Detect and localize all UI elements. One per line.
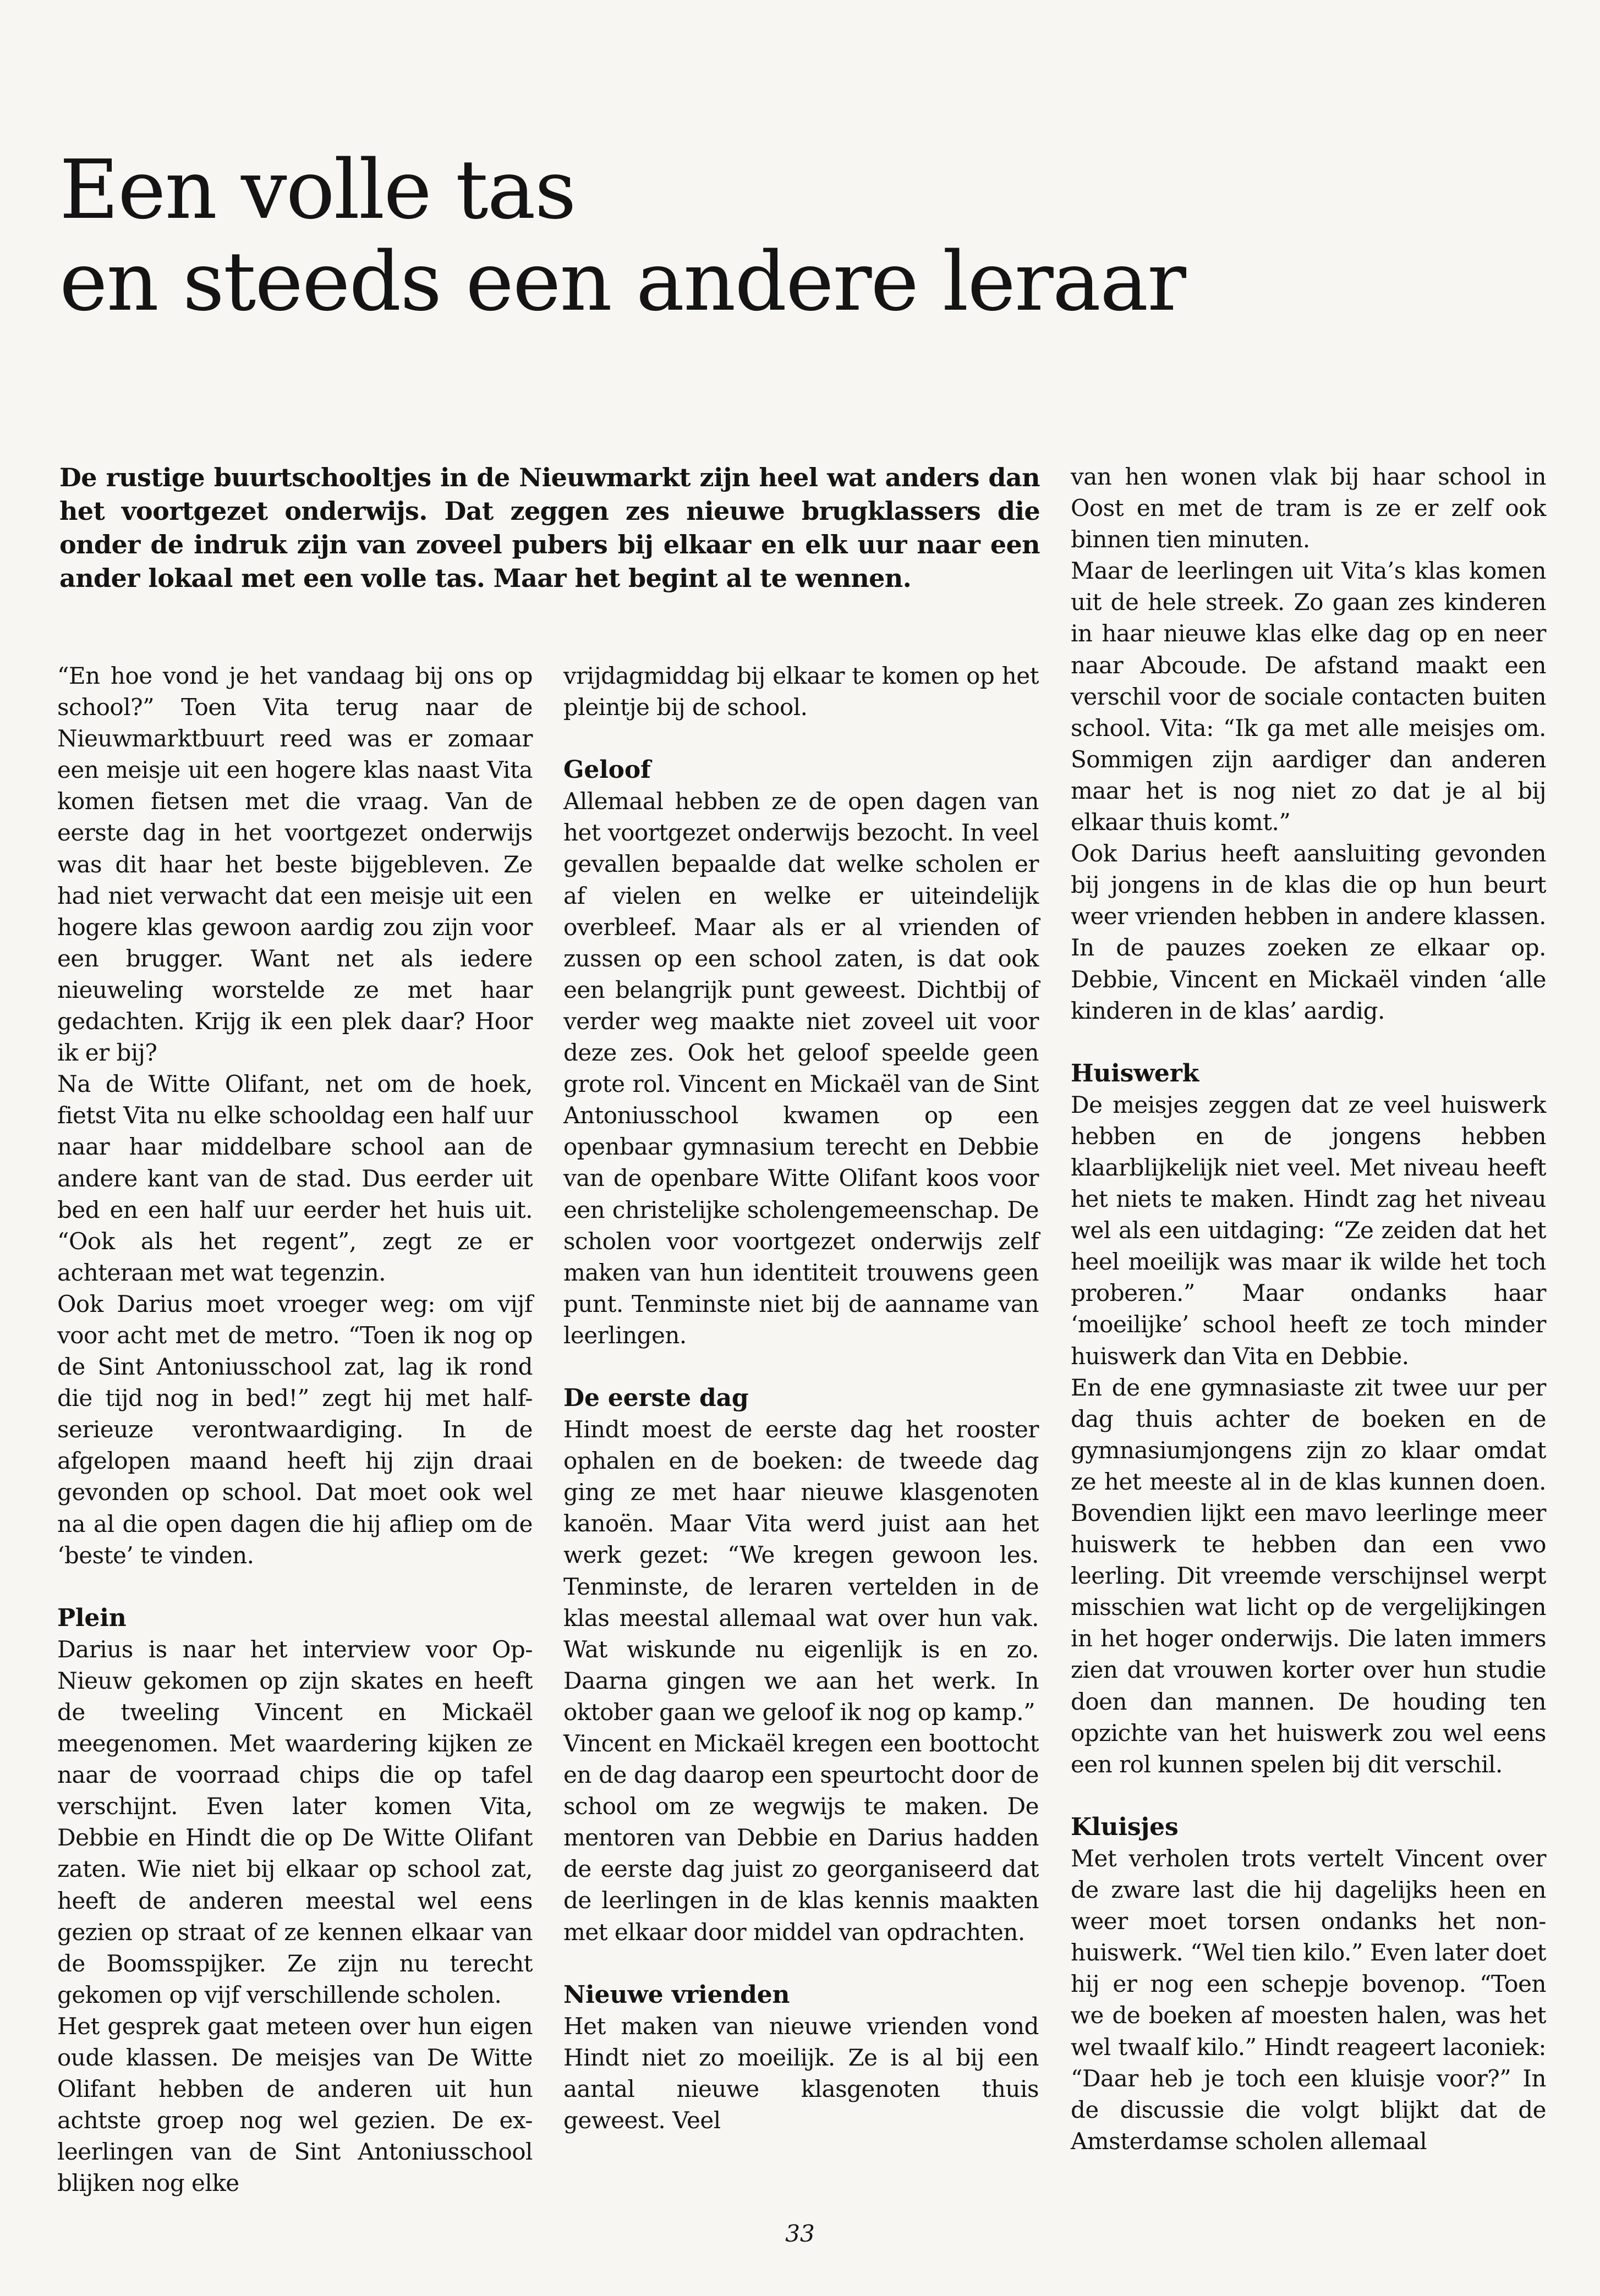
title-line-2: en steeds een andere leraar (59, 234, 1185, 329)
paragraph: Het gesprek gaat meteen over hun eigen oude klassen. De meisjes van De Witte Olifant hebben de anderen uit hun achtste groep nog wel gezien. De ex-leerlingen van de Sint Antoniusschool blijken nog elke (57, 2012, 533, 2197)
column-1 (57, 660, 533, 2199)
paragraph: Ook Darius heeft aansluiting gevonden bij jongens in de klas die op hun beurt weer vrienden hebben in andere klassen. In de pauzes zoeken ze elkaar op. Debbie, Vincent en Mickaël vinden ‘alle kinderen in de klas’ aardig. (1071, 840, 1546, 1024)
page-number: 33 (785, 2220, 815, 2247)
paragraph: De meisjes zeggen dat ze veel huiswerk hebben en de jongens hebben klaarblijkelijk niet veel. Met niveau heeft het niets te maken. Hindt zag het niveau wel als een uitdaging: “Ze zeiden dat het heel moeilijk was maar ik wilde het toch proberen.” Maar ondanks haar ‘moeilijke’ school heeft ze toch minder huiswerk dan Vita en Debbie. (1071, 1091, 1546, 1370)
paragraph: Ook Darius moet vroeger weg: om vijf voor acht met de metro. “Toen ik nog op de Sint Antoniusschool zat, lag ik rond die tijd nog in bed!” zegt hij met half-serieuze verontwaardiging. In de afgelopen maand heeft hij zijn draai gevonden op school. Dat moet ook wel na al die open dagen die hij afliep om de ‘beste’ te vinden. (57, 1290, 533, 1569)
paragraph: Na de Witte Olifant, net om de hoek, fietst Vita nu elke schooldag een half uur naar haar middelbare school aan de andere kant van de stad. Dus eerder uit bed en een half uur eerder het huis uit. “Ook als het regent”, zegt ze er achteraan met wat tegenzin. (57, 1070, 533, 1286)
paragraph: vrijdagmiddag bij elkaar te komen op het pleintje bij de school. (563, 662, 1039, 721)
paragraph: Darius is naar het interview voor Op-Nieuw gekomen op zijn skates en heeft de tweeling Vincent en Mickaël meegenomen. Met waardering kijken ze naar de voorraad chips die op tafel verschijnt. Even later komen Vita, Debbie en Hindt die op De Witte Olifant zaten. Wie niet bij elkaar op school zat, heeft de anderen meestal wel eens gezien op straat of ze kennen elkaar van de Boomsspijker. Ze zijn nu terecht gekomen op vijf verschillende scholen. (57, 1635, 533, 2008)
subheading-de-eerste-dag: De eerste dag (563, 1383, 749, 1412)
lead-paragraph: De rustige buurtschooltjes in de Nieuwmarkt zijn heel wat anders dan het voortgezet onderwijs. Dat zeggen zes nieuwe brugklassers die onder de indruk zijn van zoveel pubers bij elkaar en elk uur naar een ander lokaal met een volle tas. Maar het begint al te wennen. (59, 463, 1040, 593)
title-line-1: Een volle tas (59, 142, 576, 237)
paragraph: Maar de leerlingen uit Vita’s klas komen uit de hele streek. Zo gaan zes kinderen in haar nieuwe klas elke dag op en neer naar Abcoude. De afstand maakt een verschil voor de sociale contacten buiten school. Vita: “Ik ga met alle meisjes om. Sommigen zijn aardiger dan anderen maar het is nog niet zo dat je al bij elkaar thuis komt.” (1071, 557, 1546, 836)
column-2 (563, 660, 1039, 2136)
subheading-kluisjes: Kluisjes (1071, 1812, 1179, 1841)
paragraph: En de ene gymnasiaste zit twee uur per dag thuis achter de boeken en de gymnasiumjongens zijn zo klaar omdat ze het meeste al in de klas kunnen doen. Bovendien lijkt een mavo leerlinge meer huiswerk te hebben dan een vwo leerling. Dit vreemde verschijnsel werpt misschien wat licht op de vergelijkingen in het hoger onderwijs. Die laten immers zien dat vrouwen korter over hun studie doen dan mannen. De houding ten opzichte van het huiswerk zou wel eens een rol kunnen spelen bij dit verschil. (1071, 1374, 1546, 1778)
paragraph: Met verholen trots vertelt Vincent over de zware last die hij dagelijks heen en weer moet torsen ondanks het non-huiswerk. “Wel tien kilo.” Even later doet hij er nog een schepje bovenop. “Toen we de boeken af moesten halen, was het wel twaalf kilo.” Hindt reageert laconiek: “Daar heb je toch een kluisje voor?” In de discussie die volgt blijkt dat de Amsterdamse scholen allemaal (1071, 1844, 1546, 2155)
subheading-geloof: Geloof (563, 756, 651, 784)
article-title (59, 144, 1325, 328)
paragraph: Het maken van nieuwe vrienden vond Hindt niet zo moeilijk. Ze is al bij een aantal nieuwe klasgenoten thuis geweest. Veel (563, 2012, 1039, 2134)
paragraph: Vincent en Mickaël kregen een boottocht en de dag daarop een speurtocht door de school om ze wegwijs te maken. De mentoren van Debbie en Darius hadden de eerste dag juist zo georganiseerd dat de leerlingen in de klas kennis maakten met elkaar door middel van opdrachten. (563, 1730, 1039, 1946)
column-3 (1071, 461, 1546, 2157)
paragraph: “En hoe vond je het vandaag bij ons op school?” Toen Vita terug naar de Nieuwmarktbuurt reed was er zomaar een meisje uit een hogere klas naast Vita komen fietsen met die vraag. Van de eerste dag in het voortgezet onderwijs was dit haar het beste bijgebleven. Ze had niet verwacht dat een meisje uit een hogere klas gewoon aardig zou zijn voor een brugger. Want net als iedere nieuweling worstelde ze met haar gedachten. Krijg ik een plek daar? Hoor ik er bij? (57, 662, 533, 1067)
subheading-nieuwe-vrienden: Nieuwe vrienden (563, 1980, 790, 2009)
paragraph: van hen wonen vlak bij haar school in Oost en met de tram is ze er zelf ook binnen tien minuten. (1071, 463, 1546, 553)
paragraph: Hindt moest de eerste dag het rooster ophalen en de boeken: de tweede dag ging ze met haar nieuwe klasgenoten kanoën. Maar Vita werd juist aan het werk gezet: “We kregen gewoon les. Tenminste, de leraren vertelden in de klas meestal allemaal wat over hun vak. Wat wiskunde nu eigenlijk is en zo. Daarna gingen we aan het werk. In oktober gaan we geloof ik nog op kamp.” (563, 1416, 1039, 1726)
subheading-huiswerk: Huiswerk (1071, 1059, 1199, 1087)
paragraph: Allemaal hebben ze de open dagen van het voortgezet onderwijs bezocht. In veel gevallen bepaalde dat welke scholen er af vielen en welke er uiteindelijk overbleef. Maar als er al vrienden of zussen op een school zaten, is dat ook een belangrijk punt geweest. Dichtbij of verder weg maakte niet zoveel uit voor deze zes. Ook het geloof speelde geen grote rol. Vincent en Mickaël van de Sint Antoniusschool kwamen op een openbaar gymnasium terecht en Debbie van de openbare Witte Olifant koos voor een christelijke scholengemeenschap. De scholen voor voortgezet onderwijs zelf maken van hun identiteit trouwens geen punt. Tenminste niet bij de aanname van leerlingen. (563, 788, 1039, 1349)
subheading-plein: Plein (57, 1603, 127, 1632)
